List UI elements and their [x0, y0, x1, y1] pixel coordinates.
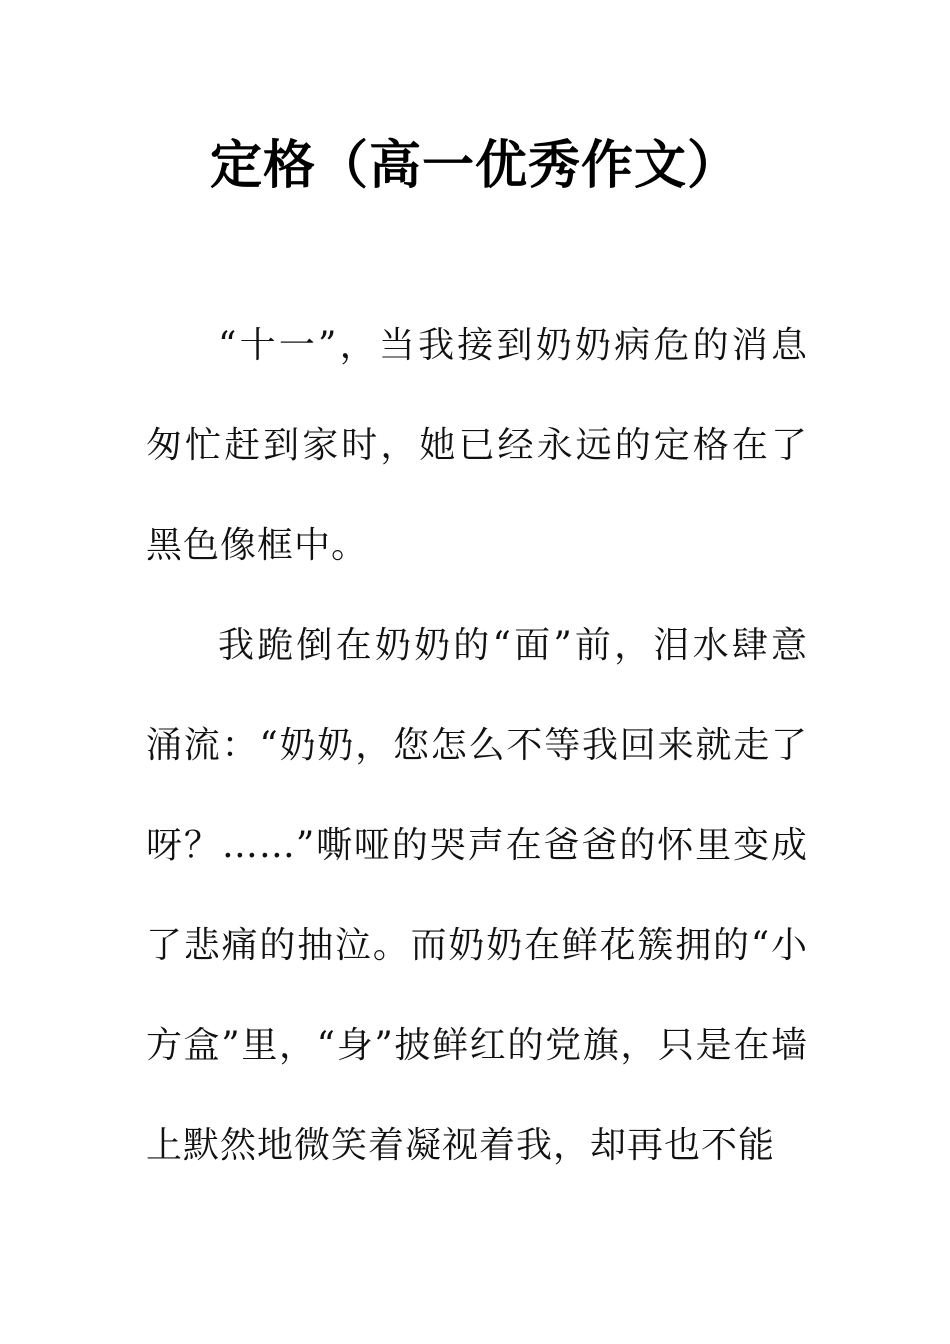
document-body: [146, 296, 808, 1196]
paragraph: 我跪倒在奶奶的“面”前，泪水肆意涌流：“奶奶，您怎么不等我回来就走了呀？……”嘶哑的哭声在爸爸的怀里变成了悲痛的抽泣。而奶奶在鲜花簇拥的“小方盒”里，“身”披鲜红的党旗，只是在墙上默然地微笑着凝视着我，却再也不能: [146, 625, 808, 1166]
document-title: 定格（高一优秀作文）: [209, 136, 740, 196]
paragraph: “十一”，当我接到奶奶病危的消息匆忙赶到家时，她已经永远的定格在了黑色像框中。: [146, 325, 808, 566]
